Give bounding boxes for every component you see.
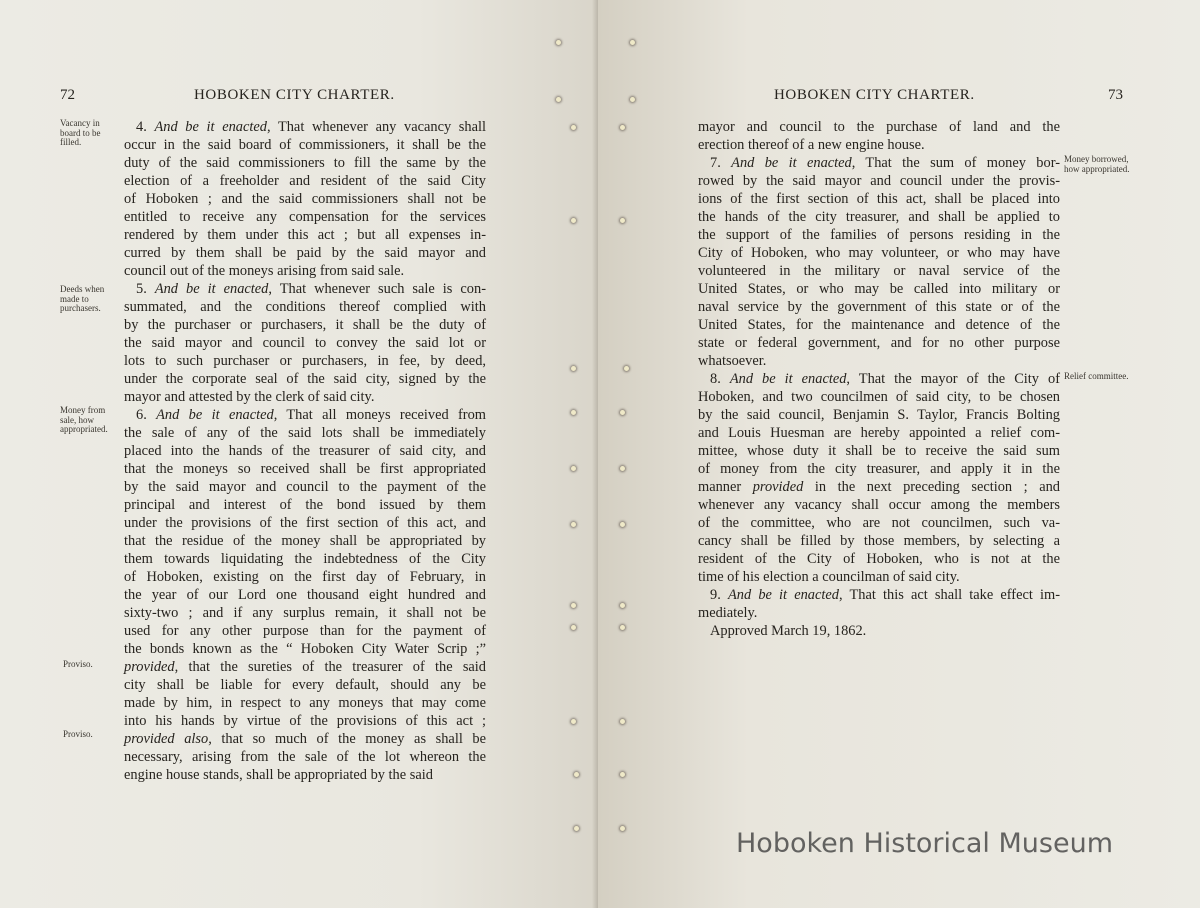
stitch-hole — [620, 125, 625, 130]
side-note-money-borrowed: Money borrowed, how appropriated. — [1064, 154, 1130, 174]
text-line: 5. And be it enacted, That whenever such sale is con- — [136, 281, 486, 297]
text-line: made by him, in respect to any moneys that may come — [124, 695, 486, 711]
stitch-hole — [556, 40, 561, 45]
text-line: lots to such purchaser or purchasers, in fee, by deed, — [124, 353, 486, 369]
text-line: summated, and the conditions thereof complied with — [124, 299, 486, 315]
text-line: by the purchaser or purchasers, it shall be the duty of — [124, 317, 486, 333]
text-line: by the said mayor and council to the payment of the — [124, 479, 486, 495]
stitch-hole — [620, 603, 625, 608]
text-line: duty of the said commissioners to fill the same by the — [124, 155, 486, 171]
stitch-hole — [630, 40, 635, 45]
text-line: mittee, whose duty it shall be to receive the said sum — [698, 443, 1060, 459]
text-line: engine house stands, shall be appropriated by the said — [124, 767, 433, 783]
left-running-head: HOBOKEN CITY CHARTER. — [194, 87, 395, 103]
stitch-hole — [571, 603, 576, 608]
text-line: Approved March 19, 1862. — [710, 623, 867, 639]
text-line: under the provisions of the first section of this act, and — [124, 515, 486, 531]
stitch-hole — [571, 125, 576, 130]
side-note-proviso-1: Proviso. — [63, 659, 93, 669]
stitch-hole — [620, 772, 625, 777]
text-line: manner provided in the next preceding section ; and — [698, 479, 1060, 495]
text-line: necessary, arising from the sale of the lot whereon the — [124, 749, 486, 765]
stitch-hole — [620, 522, 625, 527]
text-line: entitled to receive any compensation for the services — [124, 209, 486, 225]
text-line: whenever any vacancy shall occur among the members — [698, 497, 1060, 513]
right-page — [598, 0, 1200, 908]
stitch-hole — [620, 466, 625, 471]
stitch-hole — [620, 719, 625, 724]
text-line: by the said council, Benjamin S. Taylor, Francis Bolting — [698, 407, 1060, 423]
text-line: provided also, that so much of the money as shall be — [124, 731, 486, 747]
stitch-hole — [574, 772, 579, 777]
text-line: the year of our Lord one thousand eight hundred and — [124, 587, 486, 603]
text-line: city shall be liable for every default, should any be — [124, 677, 486, 693]
text-line: sixty-two ; and if any surplus remain, it shall not be — [124, 605, 486, 621]
left-page — [0, 0, 598, 908]
text-line: 8. And be it enacted, That the mayor of the City of — [710, 371, 1060, 387]
text-line: mayor and council to the purchase of land and the — [698, 119, 1060, 135]
text-line: placed into the hands of the treasurer of said city, and — [124, 443, 486, 459]
stitch-hole — [571, 366, 576, 371]
side-note-proviso-2: Proviso. — [63, 729, 93, 739]
text-line: them towards liquidating the indebtedness of the City — [124, 551, 486, 567]
left-page-number: 72 — [60, 87, 75, 103]
text-line: that the residue of the money shall be appropriated by — [124, 533, 486, 549]
text-line: rowed by the said mayor and council under the provis- — [698, 173, 1060, 189]
text-line: the sale of any of the said lots shall be immediately — [124, 425, 486, 441]
text-line: 6. And be it enacted, That all moneys received from — [136, 407, 486, 423]
museum-watermark: Hoboken Historical Museum — [736, 828, 1114, 859]
text-line: occur in the said board of commissioners, it shall be the — [124, 137, 486, 153]
text-line: council out of the moneys arising from said sale. — [124, 263, 405, 279]
text-line: rendered by them under this act ; but all expenses in- — [124, 227, 486, 243]
right-running-head: HOBOKEN CITY CHARTER. — [774, 87, 975, 103]
text-line: election of a freeholder and resident of the said City — [124, 173, 486, 189]
text-line: resident of the City of Hoboken, who is not at the — [698, 551, 1060, 567]
stitch-hole — [620, 410, 625, 415]
stitch-hole — [571, 625, 576, 630]
side-note-money-from-sale: Money from sale, how appropriated. — [60, 405, 108, 434]
stitch-hole — [574, 826, 579, 831]
text-line: the support of the families of persons residing in the — [698, 227, 1060, 243]
text-line: state or federal government, and for no other purpose — [698, 335, 1060, 351]
text-line: the hands of the city treasurer, and shall be applied to — [698, 209, 1060, 225]
text-line: United States, for the maintenance and detence of the — [698, 317, 1060, 333]
text-line: 9. And be it enacted, That this act shall take effect im- — [710, 587, 1060, 603]
text-line: used for any other purpose than for the payment of — [124, 623, 486, 639]
text-line: ions of the first section of this act, shall be placed into — [698, 191, 1060, 207]
text-line: 7. And be it enacted, That the sum of money bor- — [710, 155, 1060, 171]
text-line: of Hoboken ; and the said commissioners shall not be — [124, 191, 486, 207]
text-line: naval service by the government of this state or of the — [698, 299, 1060, 315]
stitch-hole — [630, 97, 635, 102]
text-line: erection thereof of a new engine house. — [698, 137, 925, 153]
text-line: the said mayor and council to convey the said lot or — [124, 335, 486, 351]
left-body-text — [124, 118, 486, 784]
stitch-hole — [571, 719, 576, 724]
stitch-hole — [624, 366, 629, 371]
text-line: 4. And be it enacted, That whenever any vacancy shall — [136, 119, 486, 135]
text-line: City of Hoboken, who may volunteer, or who may have — [698, 245, 1060, 261]
text-line: mediately. — [698, 605, 758, 621]
stitch-hole — [620, 625, 625, 630]
text-line: cancy shall be filled by those members, by selecting a — [698, 533, 1060, 549]
stitch-hole — [571, 218, 576, 223]
stitch-hole — [571, 522, 576, 527]
text-line: United States, or who may be called into military or — [698, 281, 1060, 297]
text-line: time of his election a councilman of said city. — [698, 569, 960, 585]
text-line: volunteered in the military or naval service of the — [698, 263, 1060, 279]
side-note-relief-committee: Relief committee. — [1064, 371, 1129, 381]
text-line: principal and interest of the bond issued by them — [124, 497, 486, 513]
text-line: mayor and attested by the clerk of said city. — [124, 389, 375, 405]
text-line: whatsoever. — [698, 353, 767, 369]
text-line: Hoboken, and two councilmen of said city, to be chosen — [698, 389, 1060, 405]
right-page-number: 73 — [1108, 87, 1123, 103]
text-line: that the moneys so received shall be first appropriated — [124, 461, 486, 477]
text-line: of Hoboken, existing on the first day of February, in — [124, 569, 486, 585]
text-line: provided, that the sureties of the treasurer of the said — [124, 659, 486, 675]
text-line: under the corporate seal of the said city, signed by the — [124, 371, 486, 387]
text-line: the bonds known as the “ Hoboken City Water Scrip ;” — [124, 641, 486, 657]
stitch-hole — [620, 826, 625, 831]
right-body-text — [698, 118, 1060, 640]
side-note-deeds: Deeds when made to purchasers. — [60, 284, 105, 313]
text-line: of the committee, who are not councilmen, such va- — [698, 515, 1060, 531]
stitch-hole — [571, 410, 576, 415]
stitch-hole — [571, 466, 576, 471]
side-note-vacancy: Vacancy in board to be filled. — [60, 118, 101, 147]
text-line: and Louis Huesman are hereby appointed a relief com- — [698, 425, 1060, 441]
text-line: curred by them shall be paid by the said mayor and — [124, 245, 486, 261]
text-line: of money from the city treasurer, and apply it in the — [698, 461, 1060, 477]
text-line: into his hands by virtue of the provisions of this act ; — [124, 713, 486, 729]
stitch-hole — [556, 97, 561, 102]
stitch-hole — [620, 218, 625, 223]
